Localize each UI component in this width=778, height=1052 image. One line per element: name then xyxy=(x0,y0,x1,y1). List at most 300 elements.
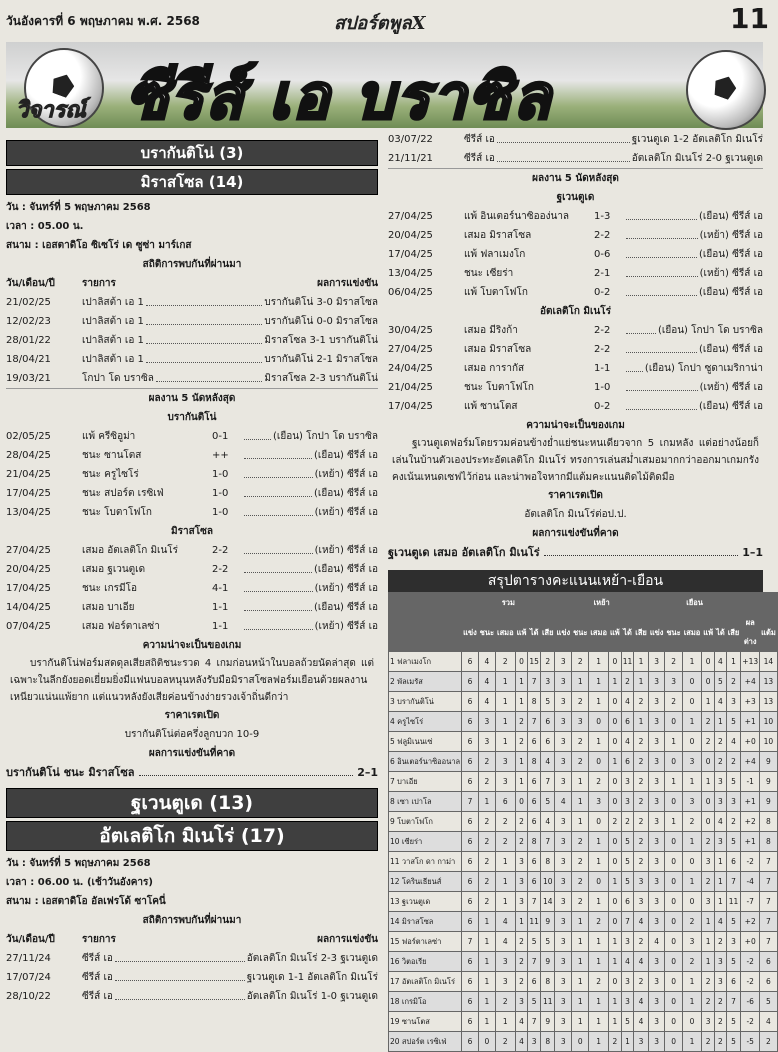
header-cell xyxy=(389,593,462,613)
stat-cell: 3 xyxy=(682,792,702,812)
dotted-leader xyxy=(626,340,697,353)
stat-cell: 3 xyxy=(726,932,741,952)
stat-cell: 3 xyxy=(555,932,572,952)
stat-cell: 2 xyxy=(515,952,528,972)
match1-pred-title: ผลการแข่งขันที่คาด xyxy=(148,748,236,759)
table-row xyxy=(389,1032,778,1052)
stat-cell: 3 xyxy=(648,712,665,732)
stat-cell: 3 xyxy=(496,972,516,992)
stat-cell: 5 xyxy=(726,832,741,852)
standings-table xyxy=(388,592,778,1052)
column-header-cell: แพ้ xyxy=(608,613,621,652)
stat-cell: 0 xyxy=(682,672,702,692)
row-score: 2-1 xyxy=(594,268,611,279)
row-venue: (เยือน) ซีรีส์ เอ xyxy=(699,344,763,355)
team-cell: 9 โบตาโฟโก xyxy=(389,812,462,832)
row-result: อัตเลติโก มิเนโร่ 2-0 ฐเวนตูเด xyxy=(631,153,763,164)
group-header-cell: เหย้า xyxy=(555,593,648,613)
row-score: 2-2 xyxy=(594,230,611,241)
stat-cell: 1 xyxy=(608,932,621,952)
stat-cell: 4 xyxy=(634,992,649,1012)
stat-cell: 0 xyxy=(572,1032,589,1052)
stat-cell: 2 xyxy=(478,872,495,892)
dotted-leader xyxy=(626,207,697,220)
row-date: 14/04/25 xyxy=(6,602,51,613)
stat-cell: 0 xyxy=(682,1012,702,1032)
stat-cell: 1 xyxy=(665,772,682,792)
match1-home-form-title: บรากันติโน่ xyxy=(167,412,217,423)
table-row xyxy=(389,852,778,872)
row-date: 27/04/25 xyxy=(6,545,51,556)
stat-cell: 0 xyxy=(682,732,702,752)
stat-cell: 3 xyxy=(726,692,741,712)
table-row xyxy=(389,1012,778,1032)
stat-cell: 3 xyxy=(540,672,555,692)
stat-cell: 1 xyxy=(621,1032,634,1052)
row-date: 17/04/25 xyxy=(6,488,51,499)
issue-date: วันอังคารที่ 6 พฤษภาคม พ.ศ. 2568 xyxy=(6,14,200,28)
stat-cell: 5 xyxy=(621,832,634,852)
row-date: 13/04/25 xyxy=(388,268,433,279)
form-row xyxy=(388,359,763,378)
match1-analysis: บรากันติโน่ฟอร์มสดดุลเสียสถิติชนะรวด 4 เกมก่อนหน้าในบอลถ้วยนัดล่าสุด แต่เฉพาะในลีกยังยอดเยี่ยมยิ่งมีแฟนบอลหนุนหลังรับมือมิราสโซลฟอร์มเยือนด้วยผลงานเหนียวแน่นแพ้ยาก แต่แนวหลังยังเสียค่อนข้างง่ายรวงเจ้าถิ่นดีกว่า xyxy=(10,658,374,703)
stat-cell: 6 xyxy=(462,1012,479,1032)
dotted-leader xyxy=(497,130,630,143)
dotted-leader xyxy=(497,149,630,162)
match2-away-form-list xyxy=(388,321,763,416)
match1-h2h-title: สถิติการพบกันที่ผ่านมา xyxy=(142,259,242,270)
stat-cell: 3 xyxy=(702,1012,715,1032)
team-cell: 10 เซียร่า xyxy=(389,832,462,852)
stat-cell: 2 xyxy=(572,852,589,872)
row-opponent: แพ้ ซานโตส xyxy=(464,401,518,412)
row-score: 4-1 xyxy=(212,583,229,594)
stat-cell: 7 xyxy=(726,872,741,892)
stat-cell: 1 xyxy=(715,852,727,872)
row-opponent: ชนะ โบตาโฟโก xyxy=(464,382,534,393)
stat-cell: 6 xyxy=(462,652,479,672)
stat-cell: 4 xyxy=(540,812,555,832)
row-venue: (เยือน) ซีรีส์ เอ xyxy=(699,211,763,222)
match1-away-form-list xyxy=(6,541,378,636)
stat-cell: 5 xyxy=(726,772,741,792)
header-cell xyxy=(741,593,777,613)
stat-cell: 5 xyxy=(528,992,541,1012)
column-header-cell: เสีย xyxy=(540,613,555,652)
row-date: 17/04/25 xyxy=(6,583,51,594)
form-row xyxy=(6,446,378,465)
match2-h2h-list-cont xyxy=(388,130,763,168)
stat-cell: 1 xyxy=(726,652,741,672)
table-row xyxy=(389,712,778,732)
stat-cell: 2 xyxy=(608,812,621,832)
stat-cell: 7 xyxy=(726,992,741,1012)
table-group-header xyxy=(389,593,778,613)
dotted-leader xyxy=(626,283,697,296)
column-header-cell: ชนะ xyxy=(478,613,495,652)
match2-prediction: ฐเวนตูเด เสมอ อัตเลติโก มิเนโร่ 1–1 xyxy=(388,543,763,562)
stat-cell: 3 xyxy=(555,652,572,672)
stat-cell: 7 xyxy=(462,932,479,952)
stat-cell: 4 xyxy=(634,1012,649,1032)
dotted-leader xyxy=(244,503,313,516)
stat-cell: 0 xyxy=(608,732,621,752)
row-opponent: เสมอ อัตเลติโก มิเนโร่ xyxy=(82,545,179,556)
row-opponent: เสมอ มิราสโซล xyxy=(464,230,532,241)
row-score: 1-1 xyxy=(212,602,229,613)
row-date: 27/04/25 xyxy=(388,344,433,355)
column-header-cell: แข่ง xyxy=(555,613,572,652)
stat-cell: 2 xyxy=(634,792,649,812)
stat-cell: 7 xyxy=(528,672,541,692)
stat-cell: 2 xyxy=(682,952,702,972)
stat-cell: 3 xyxy=(515,892,528,912)
stat-cell: 3 xyxy=(648,1012,665,1032)
stat-cell: 1 xyxy=(715,892,727,912)
row-date: 28/10/22 xyxy=(6,991,51,1002)
stat-cell: 3 xyxy=(528,1032,541,1052)
stat-cell: 4 xyxy=(715,652,727,672)
match1-home-form-list xyxy=(6,427,378,522)
stat-cell: 3 xyxy=(555,772,572,792)
row-score: 2-2 xyxy=(212,545,229,556)
stat-cell: 2 xyxy=(702,832,715,852)
stat-cell: 6 xyxy=(760,972,778,992)
stat-cell: 2 xyxy=(478,852,495,872)
stat-cell: 1 xyxy=(515,692,528,712)
stat-cell: 1 xyxy=(715,872,727,892)
stat-cell: 5 xyxy=(621,852,634,872)
match2-odds-title: ราคาเรตเปิด xyxy=(548,490,603,501)
stat-cell: 3 xyxy=(478,732,495,752)
stat-cell: 2 xyxy=(572,752,589,772)
stat-cell: +13 xyxy=(741,652,760,672)
stat-cell: 6 xyxy=(621,892,634,912)
stat-cell: 1 xyxy=(478,932,495,952)
stat-cell: 2 xyxy=(496,1032,516,1052)
stat-cell: +3 xyxy=(741,692,760,712)
stat-cell: 2 xyxy=(715,932,727,952)
stat-cell: 0 xyxy=(589,872,609,892)
column-header-cell: เสีย xyxy=(726,613,741,652)
table-row xyxy=(389,672,778,692)
stat-cell: 0 xyxy=(702,792,715,812)
form-row xyxy=(6,541,378,560)
stat-cell: 1 xyxy=(572,1012,589,1032)
stat-cell: 6 xyxy=(540,732,555,752)
stat-cell: 2 xyxy=(589,972,609,992)
stat-cell: 4 xyxy=(621,952,634,972)
stat-cell: 3 xyxy=(648,772,665,792)
stat-cell: 1 xyxy=(572,932,589,952)
column-header-cell: เสมอ xyxy=(682,613,702,652)
match2-odds: อัตเลติโก มิเนโร่ต่อป.ป. xyxy=(524,509,627,520)
row-result: อัตเลติโก มิเนโร่ 2-3 ฐเวนตูเด xyxy=(246,953,378,964)
row-date: 21/02/25 xyxy=(6,297,51,308)
form-row xyxy=(6,598,378,617)
team-cell: 8 เซา เปาโล xyxy=(389,792,462,812)
match2-away-team: อัตเลติโก มิเนโร่ (17) xyxy=(6,821,378,851)
stat-cell: 0 xyxy=(702,752,715,772)
stat-cell: 2 xyxy=(572,832,589,852)
stat-cell: +1 xyxy=(741,712,760,732)
stat-cell: 2 xyxy=(589,772,609,792)
dotted-leader xyxy=(146,312,263,325)
row-venue: (เยือน) ซีรีส์ เอ xyxy=(699,401,763,412)
brand-logo: สปอร์ตพูลX xyxy=(334,13,426,34)
row-venue: (เหย้า) ซีรีส์ เอ xyxy=(314,507,378,518)
banner-prefix: วิจารณ์ xyxy=(16,98,86,123)
stat-cell: 3 xyxy=(555,712,572,732)
dotted-leader xyxy=(156,369,263,382)
table-row xyxy=(389,832,778,852)
stat-cell: 6 xyxy=(528,972,541,992)
stat-cell: 2 xyxy=(634,772,649,792)
stat-cell: 0 xyxy=(702,652,715,672)
stat-cell: 3 xyxy=(634,872,649,892)
row-venue: (เหย้า) ซีรีส์ เอ xyxy=(699,230,763,241)
row-opponent: ชนะ โบตาโฟโก xyxy=(82,507,152,518)
stat-cell: 0 xyxy=(608,652,621,672)
match2-home-team: ฐเวนตูเด (13) xyxy=(6,788,378,818)
stat-cell: 5 xyxy=(715,672,727,692)
table-row xyxy=(389,772,778,792)
stat-cell: 3 xyxy=(555,972,572,992)
table-row xyxy=(389,972,778,992)
h2h-row xyxy=(6,968,378,987)
stat-cell: 0 xyxy=(665,952,682,972)
stat-cell: 1 xyxy=(682,772,702,792)
stat-cell: 3 xyxy=(515,992,528,1012)
stat-cell: 1 xyxy=(682,972,702,992)
stat-cell: 1 xyxy=(496,692,516,712)
stat-cell: 3 xyxy=(515,872,528,892)
stat-cell: 4 xyxy=(760,1012,778,1032)
row-opponent: แพ้ ครีซิอูม่า xyxy=(82,431,136,442)
table-row xyxy=(389,692,778,712)
team-cell: 3 บรากันติโน่ xyxy=(389,692,462,712)
stat-cell: 1 xyxy=(478,912,495,932)
stat-cell: 5 xyxy=(621,1012,634,1032)
column-header-cell: แต้ม xyxy=(760,613,778,652)
match2-analysis: ฐเวนตูเดฟอร์มโดยรวมค่อนข้างย่ำแย่ชนะหนเดียวจาก 5 เกมหลัง แต่อย่างน้อยก็เล่นในบ้านตัวเองประทะอัตเลติโก มิเนโร่ ทรงการเล่นสม่ำเสมอมากกว่าออกมาเกมกรังคงเน้นเหนดเซฟไว้ก่อน และน่าพอใจหากมีแต้มคะแนนติดไม้ติดมือ xyxy=(392,438,759,483)
stat-cell: 7 xyxy=(540,832,555,852)
stat-cell: 3 xyxy=(715,772,727,792)
match1-h2h-list xyxy=(6,293,378,388)
row-result: มิราสโซล 3-1 บรากันติโน่ xyxy=(264,335,378,346)
standings-title: สรุปตารางคะแนนเหย้า-เยือน xyxy=(388,570,763,592)
stat-cell: 8 xyxy=(528,832,541,852)
stat-cell: 3 xyxy=(648,652,665,672)
match2-form-title: ผลงาน 5 นัดหลังสุด xyxy=(388,168,763,188)
stat-cell: -2 xyxy=(741,1012,760,1032)
stat-cell: 0 xyxy=(608,852,621,872)
row-date: 17/04/25 xyxy=(388,249,433,260)
row-date: 03/07/22 xyxy=(388,134,433,145)
stat-cell: 2 xyxy=(589,912,609,932)
row-date: 21/04/25 xyxy=(6,469,51,480)
stat-cell: 5 xyxy=(540,932,555,952)
row-score: ++ xyxy=(212,450,229,461)
stat-cell: 3 xyxy=(478,712,495,732)
stat-cell: 2 xyxy=(760,1032,778,1052)
stat-cell: 1 xyxy=(496,852,516,872)
stat-cell: 6 xyxy=(462,812,479,832)
stat-cell: 0 xyxy=(665,972,682,992)
stat-cell: 8 xyxy=(760,812,778,832)
row-date: 28/01/22 xyxy=(6,335,51,346)
row-competition: เปาลิสต้า เอ 1 xyxy=(82,316,144,327)
form-row xyxy=(388,340,763,359)
stat-cell: 3 xyxy=(648,832,665,852)
stat-cell: 2 xyxy=(715,732,727,752)
stat-cell: 1 xyxy=(589,1012,609,1032)
stat-cell: -1 xyxy=(741,772,760,792)
h2h-row xyxy=(6,987,378,1006)
team-cell: 16 วิตอเรีย xyxy=(389,952,462,972)
stat-cell: 3 xyxy=(715,792,727,812)
stat-cell: 10 xyxy=(540,872,555,892)
row-opponent: ชนะ สปอร์ต เรซิเฟ่ xyxy=(82,488,164,499)
stat-cell: 1 xyxy=(515,912,528,932)
form-row xyxy=(6,579,378,598)
stat-cell: 10 xyxy=(760,732,778,752)
row-opponent: เสมอ ฐเวนตูเด xyxy=(82,564,146,575)
stat-cell: 4 xyxy=(478,652,495,672)
row-date: 30/04/25 xyxy=(388,325,433,336)
stat-cell: 2 xyxy=(715,752,727,772)
row-competition: ซีรีส์ เอ xyxy=(82,991,113,1002)
stat-cell: 2 xyxy=(702,1032,715,1052)
row-date: 02/05/25 xyxy=(6,431,51,442)
row-result: บรากันติโน่ 2-1 มิราสโซล xyxy=(264,354,378,365)
stat-cell: 0 xyxy=(589,812,609,832)
stat-cell: 6 xyxy=(496,792,516,812)
stat-cell: 1 xyxy=(496,712,516,732)
left-column xyxy=(6,140,378,1006)
team-cell: 20 สปอร์ต เรซิเฟ่ xyxy=(389,1032,462,1052)
row-venue: (เหย้า) ซีรีส์ เอ xyxy=(314,621,378,632)
stat-cell: 9 xyxy=(760,752,778,772)
dotted-leader xyxy=(626,397,697,410)
stat-cell: 6 xyxy=(528,772,541,792)
stat-cell: 4 xyxy=(634,912,649,932)
match2-home-form-title: ฐเวนตูเด xyxy=(556,192,595,203)
h2h-row xyxy=(6,350,378,369)
stat-cell: 13 xyxy=(760,672,778,692)
table-row xyxy=(389,932,778,952)
stat-cell: 8 xyxy=(760,832,778,852)
stat-cell: 1 xyxy=(608,992,621,1012)
stat-cell: 1 xyxy=(634,652,649,672)
column-header-cell: แข่ง xyxy=(648,613,665,652)
stat-cell: 6 xyxy=(462,712,479,732)
stat-cell: 11 xyxy=(540,992,555,1012)
team-cell: 14 มิราสโซล xyxy=(389,912,462,932)
stat-cell: 1 xyxy=(608,872,621,892)
row-opponent: เสมอ การากัส xyxy=(464,363,525,374)
stat-cell: 5 xyxy=(621,872,634,892)
stat-cell: 3 xyxy=(555,692,572,712)
dotted-leader xyxy=(146,331,263,344)
stat-cell: 4 xyxy=(478,692,495,712)
stat-cell: 6 xyxy=(462,672,479,692)
stat-cell: -5 xyxy=(741,1032,760,1052)
header-cell xyxy=(389,613,462,652)
row-date: 19/03/21 xyxy=(6,373,51,384)
column-header-cell: เสีย xyxy=(634,613,649,652)
row-result: บรากันติโน่ 0-0 มิราสโซล xyxy=(264,316,378,327)
stat-cell: 1 xyxy=(715,712,727,732)
row-competition: เปาลิสต้า เอ 1 xyxy=(82,335,144,346)
form-row xyxy=(6,503,378,522)
match2-home-form-list xyxy=(388,207,763,302)
stat-cell: 1 xyxy=(496,1012,516,1032)
stat-cell: 3 xyxy=(702,852,715,872)
stat-cell: 0 xyxy=(702,812,715,832)
stat-cell: 2 xyxy=(665,692,682,712)
form-row xyxy=(6,484,378,503)
stat-cell: 6 xyxy=(528,812,541,832)
stat-cell: 5 xyxy=(726,1032,741,1052)
stat-cell: 2 xyxy=(478,772,495,792)
row-competition: ซีรีส์ เอ xyxy=(82,972,113,983)
stat-cell: 1 xyxy=(515,752,528,772)
stat-cell: 7 xyxy=(540,772,555,792)
stat-cell: 2 xyxy=(682,812,702,832)
stat-cell: 3 xyxy=(496,752,516,772)
dotted-leader xyxy=(244,465,313,478)
dotted-leader xyxy=(244,579,313,592)
stat-cell: 0 xyxy=(665,752,682,772)
row-date: 27/11/24 xyxy=(6,953,51,964)
stat-cell: 1 xyxy=(589,832,609,852)
table-column-header xyxy=(389,613,778,652)
row-score: 1-0 xyxy=(212,488,229,499)
stat-cell: 6 xyxy=(528,872,541,892)
stat-cell: 4 xyxy=(515,1012,528,1032)
form-row xyxy=(388,226,763,245)
stat-cell: 8 xyxy=(540,1032,555,1052)
stat-cell: 3 xyxy=(715,832,727,852)
stat-cell: 2 xyxy=(682,912,702,932)
stat-cell: 0 xyxy=(665,892,682,912)
row-opponent: ชนะ ครูไซโร่ xyxy=(82,469,139,480)
stat-cell: 7 xyxy=(462,792,479,812)
match1-odds: บรากันติโน่ต่อครึ่งลูกบวก 10-9 xyxy=(124,729,260,740)
stat-cell: 1 xyxy=(702,932,715,952)
dotted-leader xyxy=(626,321,656,334)
row-opponent: ชนะ เกรมีโอ xyxy=(82,583,137,594)
row-venue: (เหย้า) ซีรีส์ เอ xyxy=(314,469,378,480)
row-score: 0-2 xyxy=(594,287,611,298)
stat-cell: 1 xyxy=(496,892,516,912)
match1-odds-title: ราคาเรตเปิด xyxy=(164,710,220,721)
page-header xyxy=(0,0,769,42)
stat-cell: 4 xyxy=(621,692,634,712)
stat-cell: 3 xyxy=(648,752,665,772)
row-venue: (เยือน) ซีรีส์ เอ xyxy=(314,488,378,499)
stat-cell: 9 xyxy=(760,792,778,812)
stat-cell: 6 xyxy=(760,952,778,972)
stat-cell: 1 xyxy=(682,1032,702,1052)
stat-cell: 0 xyxy=(665,832,682,852)
team-cell: 19 ซานโตส xyxy=(389,1012,462,1032)
stat-cell: 2 xyxy=(634,732,649,752)
stat-cell: 3 xyxy=(555,952,572,972)
dotted-leader xyxy=(244,484,312,497)
match1-form-title: ผลงาน 5 นัดหลังสุด xyxy=(6,388,378,408)
